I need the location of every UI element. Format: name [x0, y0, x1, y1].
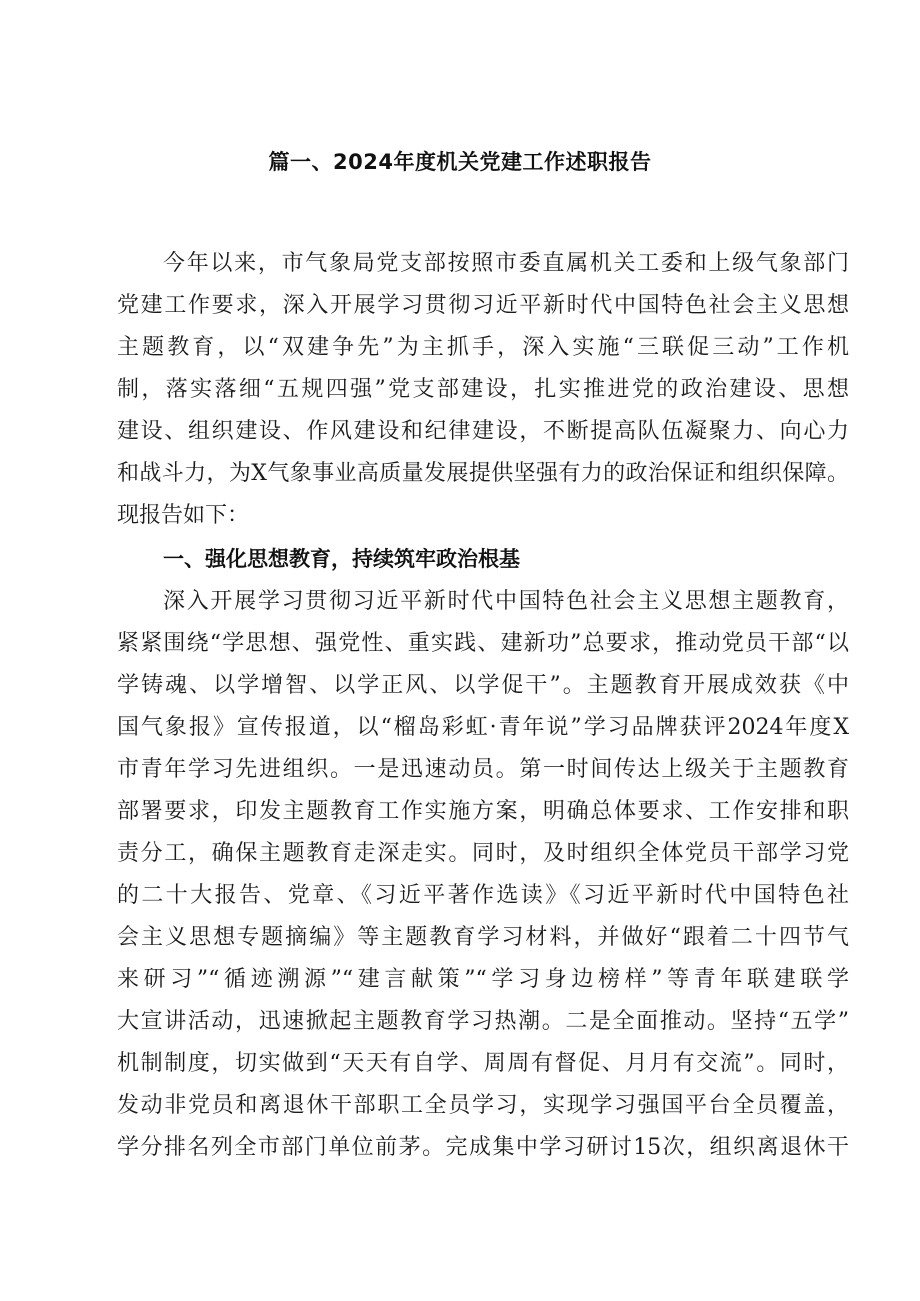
paragraph-line: 机制制度，切实做到“天天有自学、周周有督促、月月有交流”。同时，: [117, 1051, 849, 1076]
paragraph-line: 紧紧围绕“学思想、强党性、重实践、建新功”总要求，推动党员干部“以: [117, 631, 849, 656]
document-body: [117, 243, 849, 1169]
paragraph-line: 学铸魂、以学增智、以学正风、以学促干”。主题教育开展成效获《中: [117, 673, 849, 698]
paragraph-line: 学分排名列全市部门单位前茅。完成集中学习研讨15次，组织离退休干: [117, 1135, 849, 1160]
paragraph-line: 主题教育，以“双建争先”为主抓手，深入实施“三联促三动”工作机: [117, 335, 849, 360]
paragraph-line: 党建工作要求，深入开展学习贯彻习近平新时代中国特色社会主义思想: [117, 293, 849, 318]
paragraph-line: 责分工，确保主题教育走深走实。同时，及时组织全体党员干部学习党: [117, 841, 849, 866]
paragraph-line: 部署要求，印发主题教育工作实施方案，明确总体要求、工作安排和职: [117, 799, 849, 824]
paragraph-line: 大宣讲活动，迅速掀起主题教育学习热潮。二是全面推动。坚持“五学”: [117, 1009, 849, 1034]
paragraph-line: 制，落实落细“五规四强”党支部建设，扎实推进党的政治建设、思想: [117, 377, 849, 402]
paragraph-line: 和战斗力，为X气象事业高质量发展提供坚强有力的政治保证和组织保障。: [117, 461, 849, 486]
paragraph-line: 现报告如下：: [117, 503, 250, 528]
paragraph-line: 今年以来，市气象局党支部按照市委直属机关工委和上级气象部门: [163, 251, 849, 276]
paragraph-line: 深入开展学习贯彻习近平新时代中国特色社会主义思想主题教育，: [163, 589, 849, 614]
paragraph-line: 国气象报》宣传报道，以“榴岛彩虹·青年说”学习品牌获评2024年度X: [117, 715, 849, 740]
document-title: 篇一、2024年度机关党建工作述职报告: [268, 150, 652, 174]
section-heading: 一、强化思想教育，持续筑牢政治根基: [163, 547, 520, 571]
paragraph-line: 发动非党员和离退休干部职工全员学习，实现学习强国平台全员覆盖，: [117, 1093, 849, 1118]
paragraph-line: 来研习”“循迹溯源”“建言献策”“学习身边榜样”等青年联建联学: [117, 967, 849, 992]
paragraph-line: 市青年学习先进组织。一是迅速动员。第一时间传达上级关于主题教育: [117, 757, 849, 782]
paragraph-line: 会主义思想专题摘编》等主题教育学习材料，并做好“跟着二十四节气: [117, 925, 849, 950]
paragraph-line: 建设、组织建设、作风建设和纪律建设，不断提高队伍凝聚力、向心力: [117, 419, 849, 444]
paragraph-line: 的二十大报告、党章、《习近平著作选读》《习近平新时代中国特色社: [117, 883, 849, 908]
